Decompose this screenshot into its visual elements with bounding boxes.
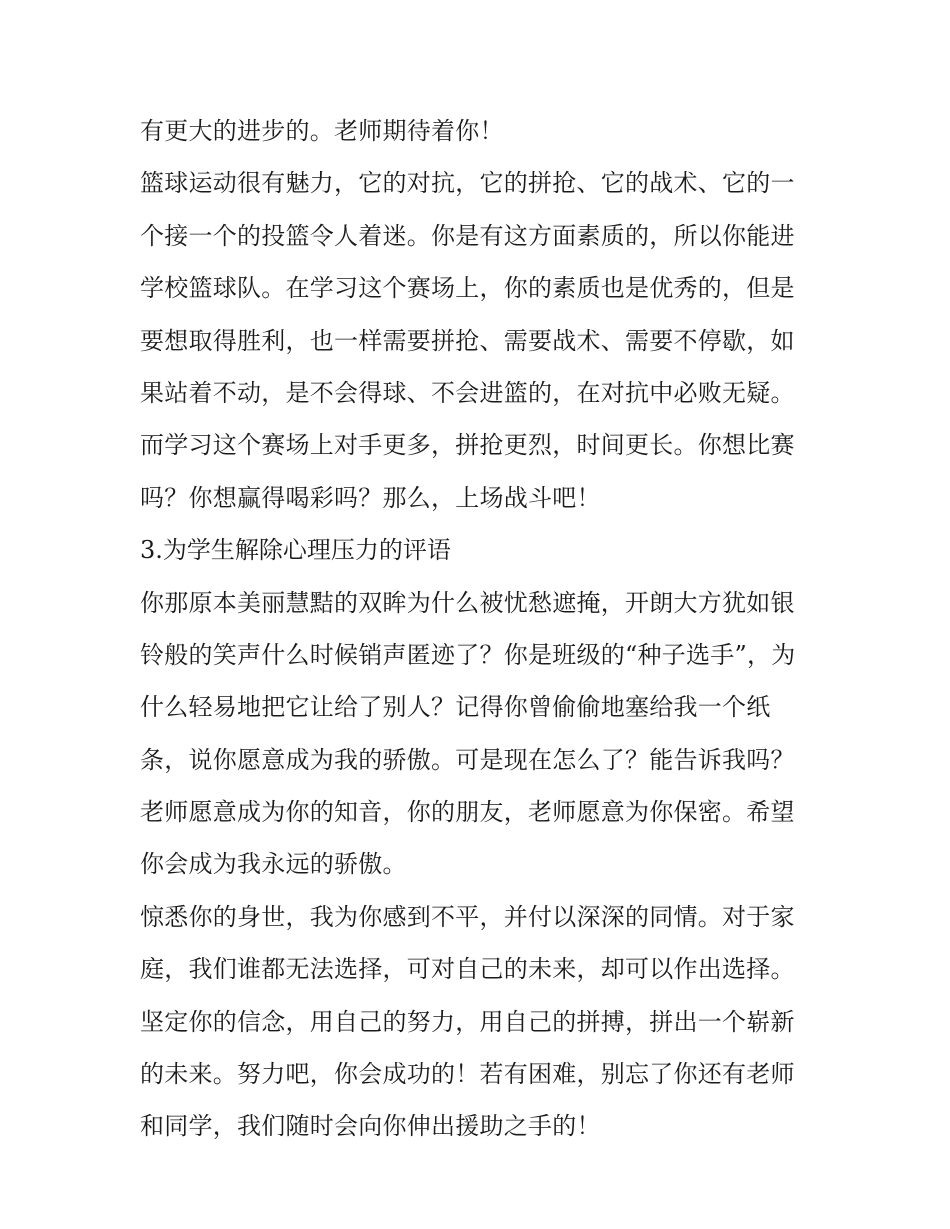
text-line: 个接一个的投篮令人着迷。你是有这方面素质的，所以你能进 (140, 221, 795, 250)
text-line: 铃般的笑声什么时候销声匿迹了？你是班级的“种子选手”，为 (140, 640, 796, 669)
text-line: 有更大的进步的。老师期待着你！ (140, 117, 504, 145)
text-line: 要想取得胜利，也一样需要拼抢、需要战术、需要不停歇，如 (140, 326, 795, 355)
document-body (140, 108, 820, 1156)
section-heading: 3.为学生解除心理压力的评语 (140, 536, 451, 565)
text-line: 惊悉你的身世，我为你感到不平，并付以深深的同情。对于家 (140, 902, 795, 931)
text-line: 而学习这个赛场上对手更多，拼抢更烈，时间更长。你想比赛 (140, 431, 795, 460)
text-line: 吗？你想赢得喝彩吗？那么，上场战斗吧！ (140, 483, 601, 512)
text-line: 和同学，我们随时会向你伸出援助之手的！ (140, 1112, 601, 1141)
text-line: 坚定你的信念，用自己的努力，用自己的拼搏，拼出一个崭新 (140, 1007, 795, 1036)
text-line: 你那原本美丽慧黠的双眸为什么被忧愁遮掩，开朗大方犹如银 (140, 588, 795, 617)
text-line: 你会成为我永远的骄傲。 (140, 850, 407, 879)
text-line: 的未来。努力吧，你会成功的！若有困难，别忘了你还有老师 (140, 1060, 795, 1089)
text-line: 条，说你愿意成为我的骄傲。可是现在怎么了？能告诉我吗？ (140, 745, 795, 774)
text-line: 什么轻易地把它让给了别人？记得你曾偷偷地塞给我一个纸 (140, 693, 771, 722)
text-line: 庭，我们谁都无法选择，可对自己的未来，却可以作出选择。 (140, 955, 795, 984)
text-line: 果站着不动，是不会得球、不会进篮的，在对抗中必败无疑。 (140, 378, 795, 407)
text-line: 老师愿意成为你的知音，你的朋友，老师愿意为你保密。希望 (140, 798, 795, 827)
text-line: 篮球运动很有魅力，它的对抗，它的拼抢、它的战术、它的一 (140, 169, 795, 198)
text-line: 学校篮球队。在学习这个赛场上，你的素质也是优秀的，但是 (140, 274, 795, 303)
